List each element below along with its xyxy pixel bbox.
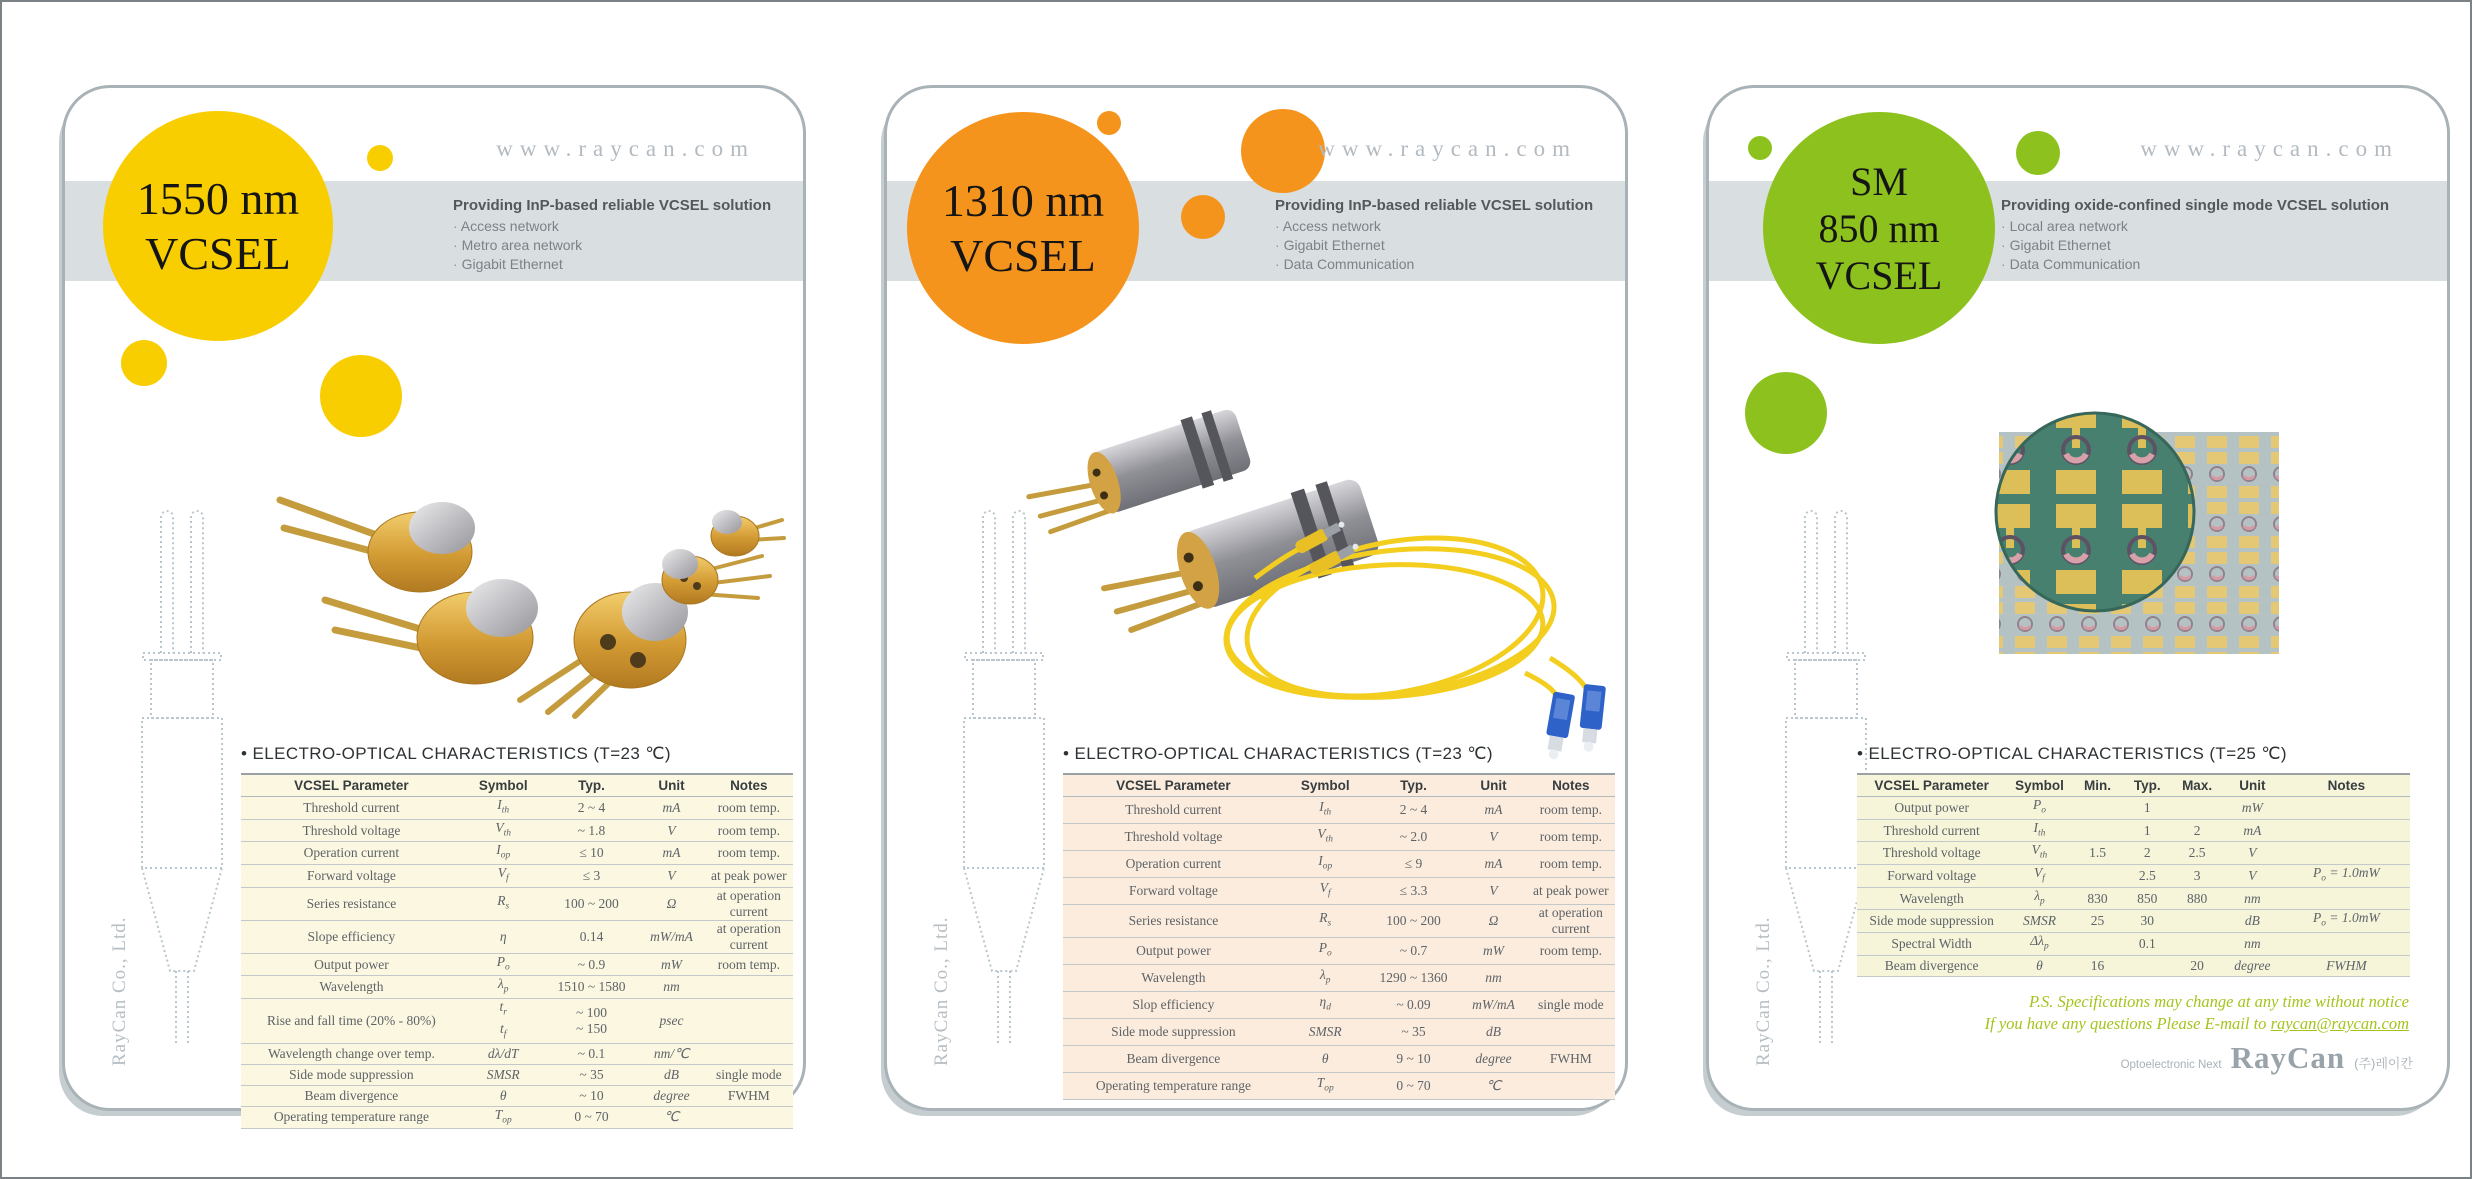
column-header: Notes	[1527, 774, 1615, 797]
table-row	[241, 819, 793, 842]
table-cell: SMSR	[1284, 1019, 1367, 1046]
table-cell: 0.1	[2122, 933, 2172, 956]
table-cell: V	[1460, 824, 1526, 851]
table-cell: 880	[2172, 887, 2222, 910]
table-row	[241, 797, 793, 820]
table-row	[1063, 992, 1615, 1019]
table-cell: $I_{th}$	[1284, 797, 1367, 824]
table-cell: 2 ~ 4	[545, 797, 639, 820]
product-title-circle	[103, 111, 333, 341]
table-cell: room temp.	[705, 953, 793, 976]
table-cell: ~ 0.09	[1367, 992, 1461, 1019]
table-cell: room temp.	[1527, 938, 1615, 965]
table-cell: Forward voltage	[241, 865, 462, 888]
banner-item: · Data Communication	[1275, 255, 1625, 274]
table-cell: $\lambda_p$	[1284, 965, 1367, 992]
table-cell: 20	[2172, 955, 2222, 976]
table-cell: $t_r$ $t_f$	[462, 999, 545, 1043]
table-cell: Side mode suppression	[241, 1064, 462, 1085]
table-cell	[1527, 965, 1615, 992]
table-cell: $T_{op}$	[462, 1106, 545, 1129]
table-cell: dB	[1460, 1019, 1526, 1046]
column-header: VCSEL Parameter	[1857, 774, 2006, 797]
table-cell: $P_o$	[1284, 938, 1367, 965]
table-cell: ~ 10	[545, 1085, 639, 1106]
email-link[interactable]: raycan@raycan.com	[2270, 1014, 2409, 1033]
table-row	[1063, 851, 1615, 878]
banner-item: · Local area network	[2001, 217, 2447, 236]
accent-circle	[367, 145, 393, 171]
table-row	[241, 1043, 793, 1064]
table-cell	[2073, 819, 2123, 842]
table-cell: 850	[2122, 887, 2172, 910]
table-cell: $I_{op}$	[462, 842, 545, 865]
table-cell: ~ 100 ~ 150	[545, 999, 639, 1043]
table-cell: $V_f$	[1284, 878, 1367, 905]
table-cell: ~ 2.0	[1367, 824, 1461, 851]
column-header: Symbol	[462, 774, 545, 797]
table-cell: 30	[2122, 910, 2172, 933]
product-title: SM 850 nm VCSEL	[1815, 158, 1943, 298]
table-cell	[2073, 865, 2123, 888]
table-cell: Rise and fall time (20% - 80%)	[241, 999, 462, 1043]
table-cell: mA	[2222, 819, 2283, 842]
site-url[interactable]: www.raycan.com	[496, 136, 755, 161]
table-cell: FWHM	[705, 1085, 793, 1106]
table-cell: V	[638, 865, 704, 888]
column-header: Max.	[2172, 774, 2222, 797]
table-cell: degree	[638, 1085, 704, 1106]
table-cell: Ω	[638, 887, 704, 920]
column-header: Typ.	[545, 774, 639, 797]
table-cell: Wavelength change over temp.	[241, 1043, 462, 1064]
table-cell: Threshold current	[1063, 797, 1284, 824]
logo-tagline: Optoelectronic Next	[2120, 1059, 2222, 1071]
table-cell: nm	[1460, 965, 1526, 992]
table-row	[1063, 1019, 1615, 1046]
table-cell: Operation current	[241, 842, 462, 865]
table-cell: ~ 0.9	[545, 953, 639, 976]
table-cell	[2283, 887, 2410, 910]
table-cell: Threshold current	[1857, 819, 2006, 842]
table-row	[1857, 865, 2410, 888]
table-cell: single mode	[1527, 992, 1615, 1019]
banner-heading: Providing oxide-confined single mode VCSEL solution	[2001, 197, 2390, 214]
banner-item: · Gigabit Ethernet	[1275, 236, 1625, 255]
table-row	[1857, 887, 2410, 910]
table-row	[1857, 955, 2410, 976]
table-cell: nm/℃	[638, 1043, 704, 1064]
table-cell: Spectral Width	[1857, 933, 2006, 956]
column-header: Min.	[2073, 774, 2123, 797]
table-cell	[2073, 933, 2123, 956]
table-cell: $I_{th}$	[462, 797, 545, 820]
table-cell: room temp.	[1527, 797, 1615, 824]
table-cell: nm	[638, 976, 704, 999]
table-cell	[705, 999, 793, 1043]
spec-table-grid	[241, 773, 793, 1129]
table-title: • ELECTRO-OPTICAL CHARACTERISTICS (T=25 ℃)	[1857, 744, 2287, 764]
accent-circle	[1097, 111, 1121, 135]
table-cell: mA	[1460, 851, 1526, 878]
table-cell: ℃	[1460, 1073, 1526, 1100]
company-side-label: RayCan Co., Ltd.	[931, 916, 952, 1066]
footnote-line2-prefix: If you have any questions Please E-mail to	[1984, 1014, 2271, 1033]
table-cell: $\lambda_p$	[2006, 887, 2072, 910]
table-cell: nm	[2222, 887, 2283, 910]
table-cell: $P_o$	[462, 953, 545, 976]
table-cell: Slop efficiency	[1063, 992, 1284, 1019]
table-cell	[2283, 797, 2410, 820]
table-cell: $P_o = 1.0mW$	[2283, 865, 2410, 888]
accent-circle	[121, 340, 167, 386]
logo-name: RayCan	[2230, 1040, 2346, 1075]
table-cell: 9 ~ 10	[1367, 1046, 1461, 1073]
site-url[interactable]: www.raycan.com	[1318, 136, 1577, 161]
package-outline-drawing	[957, 503, 1053, 1048]
accent-circle	[320, 355, 402, 437]
table-cell: Output power	[1857, 797, 2006, 820]
table-cell: $R_s$	[462, 887, 545, 920]
table-cell: Operation current	[1063, 851, 1284, 878]
spec-table	[241, 773, 793, 1129]
table-cell: dB	[2222, 910, 2283, 933]
table-cell: $\lambda_p$	[462, 976, 545, 999]
table-cell: 3	[2172, 865, 2222, 888]
table-cell: 2	[2172, 819, 2222, 842]
table-cell: room temp.	[705, 819, 793, 842]
table-cell: $I_{th}$	[2006, 819, 2072, 842]
table-cell: SMSR	[2006, 910, 2072, 933]
table-cell: at operation current	[705, 920, 793, 953]
table-cell: mW/mA	[1460, 992, 1526, 1019]
table-cell	[1527, 1019, 1615, 1046]
table-cell: mW	[638, 953, 704, 976]
table-cell: at peak power	[705, 865, 793, 888]
table-cell: ~ 0.1	[545, 1043, 639, 1064]
table-cell: at peak power	[1527, 878, 1615, 905]
table-cell: $T_{op}$	[1284, 1073, 1367, 1100]
table-cell: Threshold current	[241, 797, 462, 820]
table-cell: Wavelength	[1063, 965, 1284, 992]
table-cell: Output power	[1063, 938, 1284, 965]
table-row	[1857, 842, 2410, 865]
banner-list	[1275, 217, 1625, 274]
table-cell: Operating temperature range	[241, 1106, 462, 1129]
table-cell: mA	[638, 797, 704, 820]
datasheet-card-1310	[884, 85, 1628, 1111]
module-and-fiber-photo	[1045, 393, 1613, 743]
table-cell: Ω	[1460, 905, 1526, 938]
table-row	[1063, 878, 1615, 905]
table-cell: θ	[1284, 1046, 1367, 1073]
table-cell: $V_f$	[2006, 865, 2072, 888]
company-side-label: RayCan Co., Ltd.	[109, 916, 130, 1066]
table-cell: Beam divergence	[1857, 955, 2006, 976]
banner-heading: Providing InP-based reliable VCSEL solution	[453, 197, 772, 214]
table-cell: dλ/dT	[462, 1043, 545, 1064]
table-cell: Output power	[241, 953, 462, 976]
column-header: Symbol	[1284, 774, 1367, 797]
table-cell: degree	[1460, 1046, 1526, 1073]
product-title: 1310 nm VCSEL	[941, 175, 1105, 281]
table-row	[1857, 819, 2410, 842]
column-header: Symbol	[2006, 774, 2072, 797]
table-cell: 1	[2122, 819, 2172, 842]
table-cell: 2.5	[2122, 865, 2172, 888]
table-cell: SMSR	[462, 1064, 545, 1085]
table-cell	[2073, 797, 2123, 820]
footnote-line2	[1789, 1013, 2409, 1035]
banner-list	[453, 217, 803, 274]
table-cell: room temp.	[705, 797, 793, 820]
table-cell	[1527, 1073, 1615, 1100]
table-cell: V	[1460, 878, 1526, 905]
table-row	[1063, 938, 1615, 965]
banner-heading: Providing InP-based reliable VCSEL solution	[1275, 197, 1594, 214]
table-cell: Beam divergence	[1063, 1046, 1284, 1073]
banner-list	[2001, 217, 2447, 274]
table-row	[241, 999, 793, 1043]
table-cell: ~ 0.7	[1367, 938, 1461, 965]
table-cell: mA	[638, 842, 704, 865]
table-cell: η	[462, 920, 545, 953]
table-title: • ELECTRO-OPTICAL CHARACTERISTICS (T=23 ℃)	[241, 744, 671, 764]
table-cell: ≤ 9	[1367, 851, 1461, 878]
accent-circle	[1181, 195, 1225, 239]
table-cell: 1.5	[2073, 842, 2123, 865]
accent-circle	[1241, 109, 1325, 193]
table-cell: $P_o = 1.0mW$	[2283, 910, 2410, 933]
table-cell: Side mode suppression	[1857, 910, 2006, 933]
company-side-label: RayCan Co., Ltd.	[1753, 916, 1774, 1066]
table-cell: $\Delta\lambda_p$	[2006, 933, 2072, 956]
accent-circle	[2016, 131, 2060, 175]
banner-item: · Access network	[453, 217, 803, 236]
specification-footnote	[1789, 991, 2409, 1035]
table-cell: Threshold voltage	[1857, 842, 2006, 865]
accent-circle	[1745, 372, 1827, 454]
table-cell	[705, 1043, 793, 1064]
table-cell: ~ 35	[545, 1064, 639, 1085]
table-cell: 2.5	[2172, 842, 2222, 865]
table-cell: Series resistance	[241, 887, 462, 920]
banner-item: · Gigabit Ethernet	[453, 255, 803, 274]
table-cell: 0.14	[545, 920, 639, 953]
column-header: Typ.	[2122, 774, 2172, 797]
column-header: Unit	[638, 774, 704, 797]
table-cell: $V_{th}$	[2006, 842, 2072, 865]
table-cell: Wavelength	[241, 976, 462, 999]
table-cell: room temp.	[705, 842, 793, 865]
table-row	[241, 865, 793, 888]
site-url[interactable]: www.raycan.com	[2140, 136, 2399, 161]
table-cell: 100 ~ 200	[545, 887, 639, 920]
table-cell: mA	[1460, 797, 1526, 824]
table-cell: ≤ 10	[545, 842, 639, 865]
table-cell	[2283, 933, 2410, 956]
table-cell: $V_{th}$	[462, 819, 545, 842]
table-cell: 16	[2073, 955, 2123, 976]
table-cell: Forward voltage	[1857, 865, 2006, 888]
to-can-packages-photo	[270, 460, 785, 720]
column-header: VCSEL Parameter	[241, 774, 462, 797]
table-row	[241, 953, 793, 976]
table-cell: mW	[1460, 938, 1526, 965]
table-cell: at operation current	[1527, 905, 1615, 938]
table-cell: Side mode suppression	[1063, 1019, 1284, 1046]
table-row	[1063, 1073, 1615, 1100]
product-title-circle	[1763, 112, 1995, 344]
table-cell: $V_{th}$	[1284, 824, 1367, 851]
product-title-circle	[907, 112, 1139, 344]
table-cell: room temp.	[1527, 851, 1615, 878]
column-header: Unit	[1460, 774, 1526, 797]
table-cell: mW	[2222, 797, 2283, 820]
table-cell: ≤ 3.3	[1367, 878, 1461, 905]
table-cell: Operating temperature range	[1063, 1073, 1284, 1100]
raycan-logo	[2121, 1040, 2413, 1076]
table-cell	[2283, 842, 2410, 865]
datasheet-card-850	[1706, 85, 2450, 1111]
table-cell: single mode	[705, 1064, 793, 1085]
table-cell: room temp.	[1527, 824, 1615, 851]
table-cell: 25	[2073, 910, 2123, 933]
table-row	[241, 1106, 793, 1129]
table-cell: degree	[2222, 955, 2283, 976]
table-cell: ~ 1.8	[545, 819, 639, 842]
table-cell: Beam divergence	[241, 1085, 462, 1106]
table-row	[241, 1085, 793, 1106]
table-row	[241, 842, 793, 865]
table-cell	[2172, 910, 2222, 933]
table-cell: V	[2222, 865, 2283, 888]
table-cell: at operation current	[705, 887, 793, 920]
table-cell: $\eta_d$	[1284, 992, 1367, 1019]
table-cell: 1290 ~ 1360	[1367, 965, 1461, 992]
table-cell	[2283, 819, 2410, 842]
logo-korean-suffix: (주)레이칸	[2354, 1056, 2413, 1071]
table-row	[241, 976, 793, 999]
table-cell: ℃	[638, 1106, 704, 1129]
column-header: Unit	[2222, 774, 2283, 797]
table-cell: Threshold voltage	[241, 819, 462, 842]
column-header: Notes	[705, 774, 793, 797]
column-header: Typ.	[1367, 774, 1461, 797]
column-header: VCSEL Parameter	[1063, 774, 1284, 797]
table-cell: ~ 35	[1367, 1019, 1461, 1046]
table-cell: 0 ~ 70	[1367, 1073, 1461, 1100]
table-cell: 100 ~ 200	[1367, 905, 1461, 938]
table-row	[1063, 905, 1615, 938]
table-row	[1063, 965, 1615, 992]
table-cell: $R_s$	[1284, 905, 1367, 938]
table-cell: mW/mA	[638, 920, 704, 953]
table-cell: $I_{op}$	[1284, 851, 1367, 878]
table-cell: 830	[2073, 887, 2123, 910]
table-cell: 1510 ~ 1580	[545, 976, 639, 999]
spec-table-grid	[1857, 773, 2410, 977]
spec-table	[1063, 773, 1615, 1100]
footnote-line1: P.S. Specifications may change at any time without notice	[2028, 992, 2409, 1011]
banner-item: · Gigabit Ethernet	[2001, 236, 2447, 255]
table-cell	[2172, 797, 2222, 820]
table-row	[241, 887, 793, 920]
table-row	[1857, 910, 2410, 933]
banner-item: · Data Communication	[2001, 255, 2447, 274]
table-cell: $P_o$	[2006, 797, 2072, 820]
table-cell: Forward voltage	[1063, 878, 1284, 905]
table-cell: θ	[2006, 955, 2072, 976]
table-cell: V	[2222, 842, 2283, 865]
table-cell: psec	[638, 999, 704, 1043]
table-row	[241, 920, 793, 953]
banner-item: · Access network	[1275, 217, 1625, 236]
spec-table-grid	[1063, 773, 1615, 1100]
wafer-die-array-photo	[1977, 400, 2302, 695]
table-row	[1063, 1046, 1615, 1073]
table-cell: 2 ~ 4	[1367, 797, 1461, 824]
table-cell: ≤ 3	[545, 865, 639, 888]
spec-table	[1857, 773, 2410, 977]
table-cell: Series resistance	[1063, 905, 1284, 938]
table-cell	[705, 976, 793, 999]
table-cell: 1	[2122, 797, 2172, 820]
column-header: Notes	[2283, 774, 2410, 797]
table-cell	[2172, 933, 2222, 956]
table-title: • ELECTRO-OPTICAL CHARACTERISTICS (T=23 ℃)	[1063, 744, 1493, 764]
table-row	[1857, 797, 2410, 820]
table-cell: FWHM	[1527, 1046, 1615, 1073]
banner-item: · Metro area network	[453, 236, 803, 255]
table-row	[1857, 933, 2410, 956]
datasheet-card-1550	[62, 85, 806, 1126]
product-title: 1550 nm VCSEL	[136, 173, 300, 279]
table-cell: 0 ~ 70	[545, 1106, 639, 1129]
table-cell: θ	[462, 1085, 545, 1106]
table-cell: dB	[638, 1064, 704, 1085]
table-cell	[2122, 955, 2172, 976]
table-row	[1063, 824, 1615, 851]
table-cell: FWHM	[2283, 955, 2410, 976]
table-cell: Slope efficiency	[241, 920, 462, 953]
table-cell: 2	[2122, 842, 2172, 865]
accent-circle	[1748, 136, 1772, 160]
table-cell: V	[638, 819, 704, 842]
table-cell	[705, 1106, 793, 1129]
table-row	[241, 1064, 793, 1085]
table-cell: $V_f$	[462, 865, 545, 888]
table-row	[1063, 797, 1615, 824]
package-outline-drawing	[135, 503, 231, 1048]
table-cell: nm	[2222, 933, 2283, 956]
table-cell: Wavelength	[1857, 887, 2006, 910]
table-cell: Threshold voltage	[1063, 824, 1284, 851]
